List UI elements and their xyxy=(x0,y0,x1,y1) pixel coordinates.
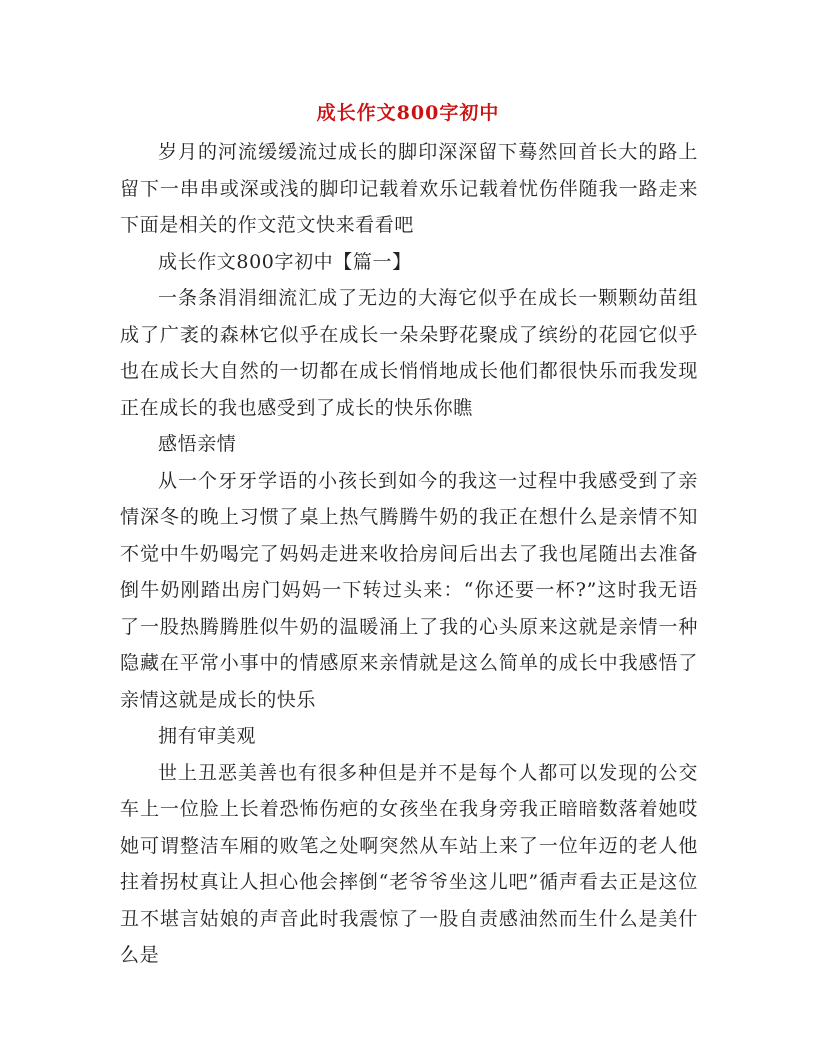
document-title: 成长作文800字初中 xyxy=(316,102,500,124)
subheading-aesthetics: 拥有审美观 xyxy=(158,725,257,747)
subheading-family: 感悟亲情 xyxy=(158,433,237,455)
section-heading: 成长作文800字初中【篇一】 xyxy=(158,250,412,273)
body-paragraph: 世上丑恶美善也有很多种但是并不是每个人都可以发现的公交车上一位脸上长着恐怖伤疤的女孩坐在我身旁我正暗暗数落着她哎她可谓整洁车厢的败笔之处啊突然从车站上来了一位年迈的老人他拄着拐杖真让人担心他会摔倒“老爷爷坐这儿吧”循声看去正是这位丑不堪言姑娘的声音此时我震惊了一股自责感油然而生什么是美什么是 xyxy=(120,761,698,966)
document-body xyxy=(120,134,698,974)
body-paragraph: 从一个牙牙学语的小孩长到如今的我这一过程中我感受到了亲情深冬的晚上习惯了桌上热气腾腾牛奶的我正在想什么是亲情不知不觉中牛奶喝完了妈妈走进来收拾房间后出去了我也尾随出去准备倒牛奶刚踏出房门妈妈一下转过头来：“你还要一杯?”这时我无语了一股热腾腾胜似牛奶的温暖涌上了我的心头原来这就是亲情一种隐藏在平常小事中的情感原来亲情就是这么简单的成长中我感悟了亲情这就是成长的快乐 xyxy=(120,469,698,711)
body-paragraph: 一条条涓涓细流汇成了无边的大海它似乎在成长一颗颗幼苗组成了广袤的森林它似乎在成长一朵朵野花聚成了缤纷的花园它似乎也在成长大自然的一切都在成长悄悄地成长他们都很快乐而我发现正在成长的我也感受到了成长的快乐你瞧 xyxy=(120,287,698,419)
intro-paragraph: 岁月的河流缓缓流过成长的脚印深深留下蓦然回首长大的路上留下一串串或深或浅的脚印记载着欢乐记载着忧伤伴随我一路走来下面是相关的作文范文快来看看吧 xyxy=(120,141,698,236)
